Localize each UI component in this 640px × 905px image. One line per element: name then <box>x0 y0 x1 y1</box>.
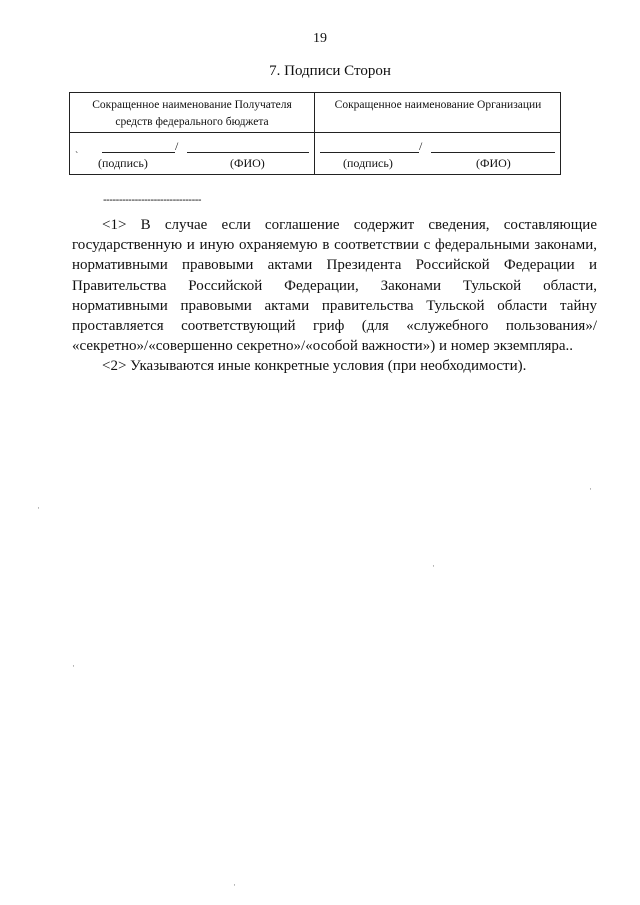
scan-speck: · <box>37 503 40 513</box>
left-signature-line <box>102 152 175 153</box>
scan-speck: · <box>233 880 236 890</box>
left-fio-caption: (ФИО) <box>230 156 265 170</box>
right-slash: / <box>419 139 423 153</box>
recipient-header <box>70 97 314 131</box>
page-number: 19 <box>313 31 327 46</box>
footnote-separator: ------------------------------- <box>103 194 202 206</box>
recipient-header-line1: Сокращенное наименование Получателя <box>92 99 292 111</box>
right-signature-line <box>320 152 419 153</box>
footnote-2: <2> Указываются иные конкретные условия (при необходимости). <box>102 358 527 375</box>
scan-speck: · <box>72 661 75 671</box>
right-signature-caption: (подпись) <box>343 156 393 170</box>
section-title: 7. Подписи Сторон <box>269 63 391 79</box>
left-fio-line <box>187 152 309 153</box>
recipient-header-line2: средств федерального бюджета <box>115 116 269 128</box>
left-signature-caption: (подпись) <box>98 156 148 170</box>
table-divider-horizontal <box>70 132 560 133</box>
right-fio-line <box>431 152 555 153</box>
footnote-1: <1> В случае если соглашение содержит сведения, составляющие государственную и иную охраняемую в соответствии с федеральными законами, нормативными правовыми актами Президента Российской Федерации и Правительства Российской Федерации, Законами Тульской области, нормативными правовыми актами правительства Тульской области тайну проставляется соответствующий гриф (для «служебного пользования»/ «секретно»/«совершенно секретно»/«особой важности») и номер экземпляра.. <box>72 217 597 355</box>
scan-speck: · <box>432 561 435 571</box>
footnotes <box>72 215 597 377</box>
scan-speck: · <box>589 484 592 494</box>
signature-table <box>69 92 561 175</box>
organization-header: Сокращенное наименование Организации <box>334 99 542 111</box>
left-slash: / <box>175 139 179 153</box>
tick-mark: ` <box>75 151 79 162</box>
right-fio-caption: (ФИО) <box>476 156 511 170</box>
